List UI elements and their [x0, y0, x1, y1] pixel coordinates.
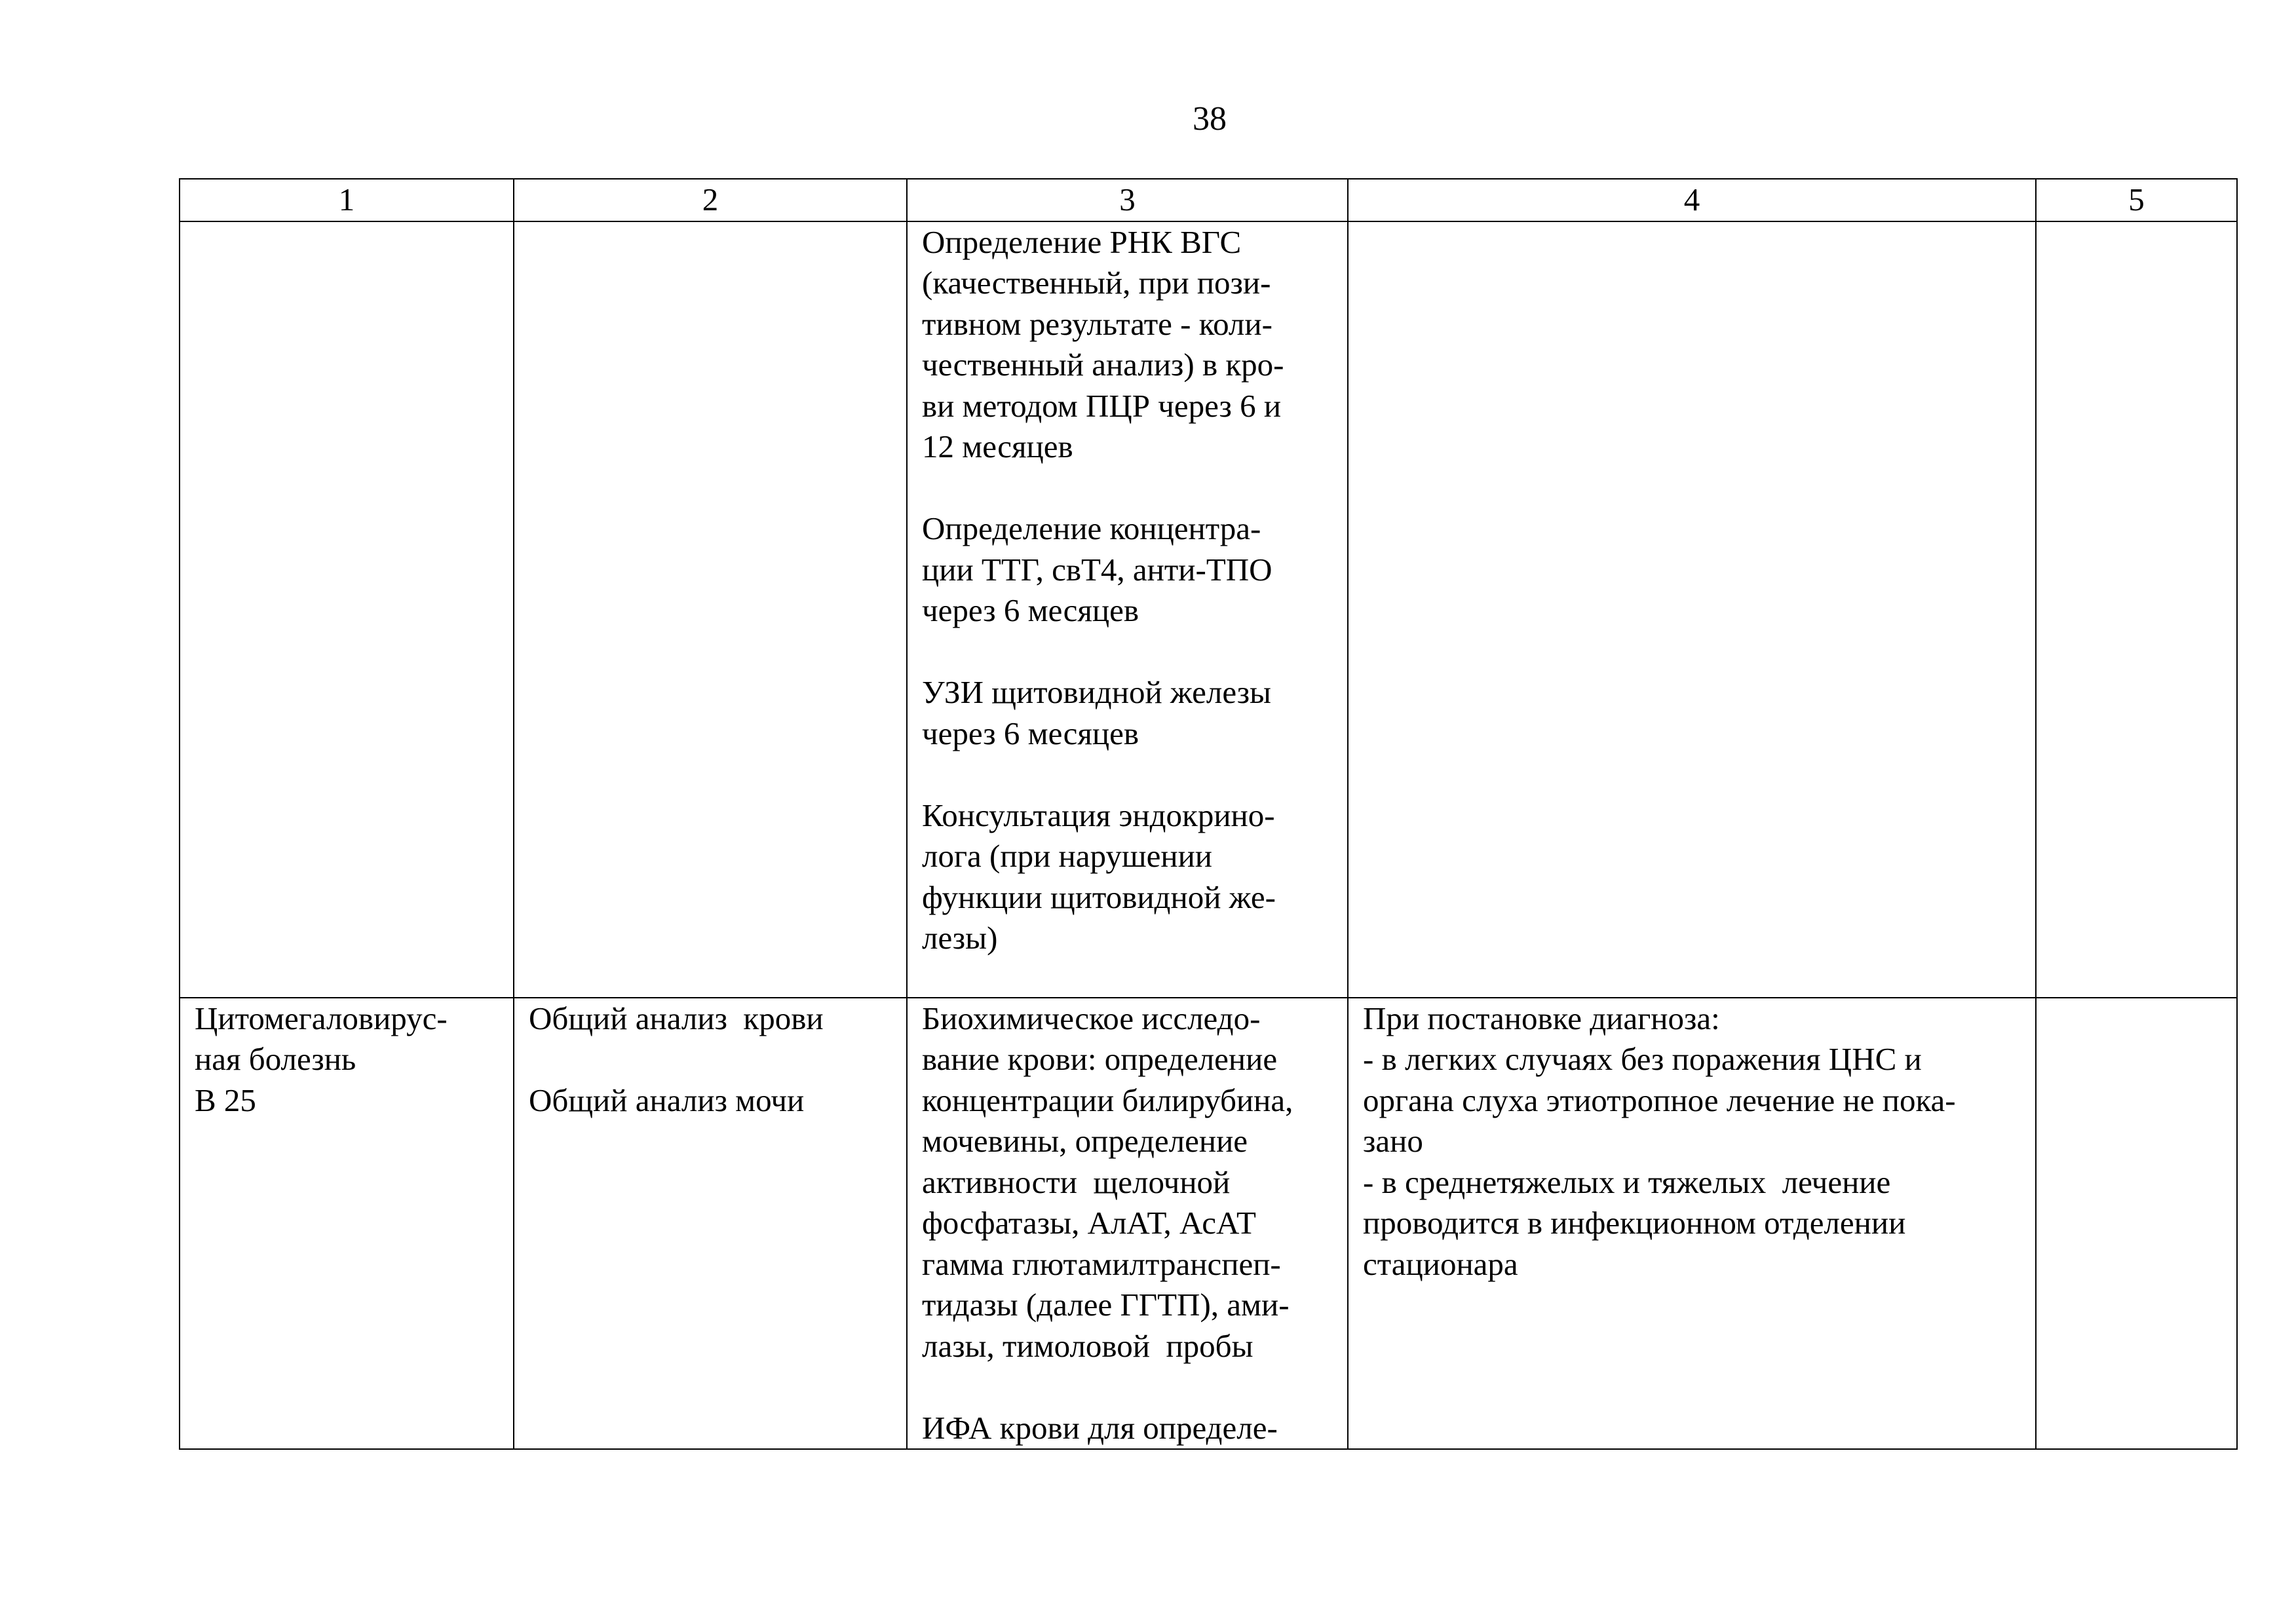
medical-standards-table: [179, 178, 2238, 1450]
cell-treatment: [1348, 998, 2036, 1450]
header-cell-5: 5: [2036, 179, 2237, 221]
cell-text-line: активности щелочной: [922, 1163, 1231, 1200]
cell-text-line: лезы): [922, 920, 998, 956]
cell-text-line: органа слуха этиотропное лечение не пока-: [1363, 1082, 1956, 1118]
cell-disease: [180, 998, 514, 1450]
header-cell-2: 2: [514, 179, 907, 221]
blank-line: [529, 1039, 892, 1080]
cell-notes: [2036, 998, 2237, 1450]
header-cell-3: 3: [907, 179, 1348, 221]
blank-line: [922, 1367, 1333, 1408]
cell-text-line: В 25: [195, 1082, 256, 1118]
cell-additional-tests: [907, 221, 1348, 998]
cell-text-line: тидазы (далее ГГТП), ами-: [922, 1287, 1290, 1323]
cell-text-line: Цитомегаловирус-: [195, 1000, 448, 1036]
cell-additional-tests: [907, 998, 1348, 1450]
cell-text-line: Биохимическое исследо-: [922, 1000, 1261, 1036]
cell-text-line: При постановке диагноза:: [1363, 1000, 1720, 1036]
cell-text-line: фосфатазы, АлАТ, АсАТ: [922, 1205, 1256, 1241]
cell-text-line: Определение концентра-: [922, 510, 1261, 546]
cell-text-line: Общий анализ мочи: [529, 1082, 805, 1118]
cell-notes: [2036, 221, 2237, 998]
cell-text-line: ИФА крови для определе-: [922, 1409, 1278, 1446]
cell-text-line: гамма глютамилтранспеп-: [922, 1245, 1281, 1282]
cell-text-line: ная болезнь: [195, 1041, 356, 1077]
cell-text-line: вание крови: определение: [922, 1041, 1278, 1077]
cell-text-line: через 6 месяцев: [922, 715, 1139, 751]
cell-text-line: проводится в инфекционном отделении: [1363, 1205, 1906, 1241]
page-number: 38: [1193, 100, 1227, 138]
cell-text-line: зано: [1363, 1123, 1423, 1159]
cell-text-line: концентрации билирубина,: [922, 1082, 1293, 1118]
cell-text-line: функции щитовидной же-: [922, 878, 1276, 915]
cell-text-line: Определение РНК ВГС: [922, 223, 1242, 260]
cell-text-line: Консультация эндокрино-: [922, 797, 1275, 833]
cell-text-line: 12 месяцев: [922, 428, 1073, 464]
cell-text-line: ви методом ПЦР через 6 и: [922, 387, 1282, 424]
cell-treatment: [1348, 221, 2036, 998]
blank-line: [922, 468, 1333, 509]
cell-text-line: мочевины, определение: [922, 1123, 1248, 1159]
cell-text-line: чественный анализ) в кро-: [922, 347, 1284, 383]
table-row: [180, 221, 2237, 998]
header-cell-1: 1: [180, 179, 514, 221]
cell-text-line: (качественный, при пози-: [922, 265, 1271, 301]
cell-text-line: стационара: [1363, 1245, 1518, 1282]
cell-text-line: лога (при нарушении: [922, 838, 1213, 874]
cell-text-line: ции ТТГ, свТ4, анти-ТПО: [922, 551, 1272, 588]
cell-text-line: тивном результате - коли-: [922, 305, 1272, 342]
cell-text-line: - в легких случаях без поражения ЦНС и: [1363, 1041, 1922, 1077]
blank-line: [922, 754, 1333, 795]
table-row: [180, 998, 2237, 1450]
cell-mandatory-tests: [514, 221, 907, 998]
header-cell-4: 4: [1348, 179, 2036, 221]
blank-line: [922, 632, 1333, 673]
cell-text-line: Общий анализ крови: [529, 1000, 824, 1036]
cell-text-line: через 6 месяцев: [922, 592, 1139, 628]
cell-text-line: - в среднетяжелых и тяжелых лечение: [1363, 1163, 1891, 1200]
cell-mandatory-tests: [514, 998, 907, 1450]
cell-text-line: лазы, тимоловой пробы: [922, 1327, 1253, 1364]
table-header-row: [180, 179, 2237, 221]
cell-disease: [180, 221, 514, 998]
cell-text-line: УЗИ щитовидной железы: [922, 674, 1271, 710]
